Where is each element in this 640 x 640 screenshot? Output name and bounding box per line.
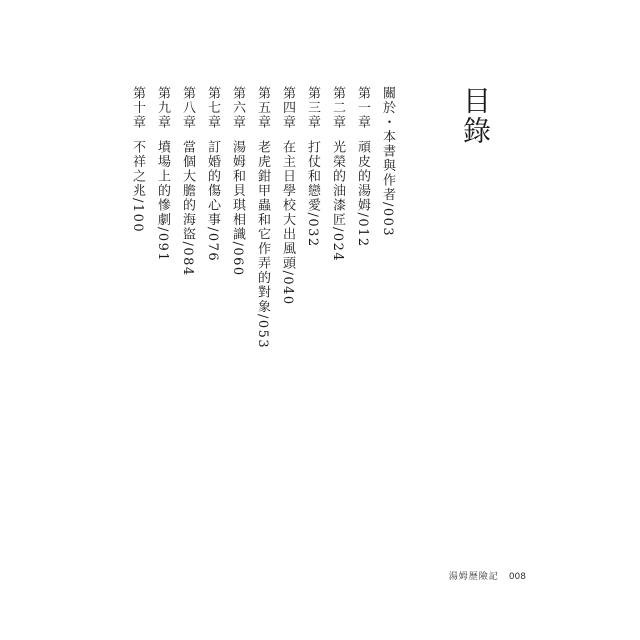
toc-entry-title: 湯姆和貝琪相識/060 xyxy=(230,139,245,277)
toc-entry xyxy=(150,86,175,386)
toc-entry-title: 光榮的油漆匠/024 xyxy=(330,139,345,262)
toc-entry xyxy=(300,86,325,386)
toc-entry-chapter: 第一章 xyxy=(355,86,370,130)
toc-entry xyxy=(375,86,400,386)
toc-entry-title: 頑皮的湯姆/012 xyxy=(355,139,370,248)
toc-entry-title: 當個大膽的海盜/084 xyxy=(180,139,195,277)
toc-entry xyxy=(175,86,200,386)
toc-entry xyxy=(125,86,150,386)
toc-entry xyxy=(225,86,250,386)
toc-entry-chapter: 第六章 xyxy=(230,86,245,130)
page-number: 008 xyxy=(508,572,526,582)
toc-entry-chapter: 第二章 xyxy=(330,86,345,130)
toc-entry-title: 老虎鉗甲蟲和它作弄的對象/053 xyxy=(255,139,270,349)
toc-entry xyxy=(250,86,275,386)
toc-entry xyxy=(325,86,350,386)
toc-entry-title: 訂婚的傷心事/076 xyxy=(205,139,220,262)
toc-title: 目錄 xyxy=(459,86,492,146)
toc-entry-chapter: 第八章 xyxy=(180,86,195,130)
toc-entry-title: 墳場上的慘劇/091 xyxy=(155,139,170,262)
page-footer xyxy=(449,569,526,582)
toc-entry xyxy=(200,86,225,386)
toc-entry-chapter: 第四章 xyxy=(280,86,295,130)
toc-entry-title: 在主日學校大出風頭/040 xyxy=(280,139,295,306)
toc-entry-title: 關於・本書與作者/003 xyxy=(380,86,395,238)
toc-entry xyxy=(350,86,375,386)
toc-entry xyxy=(275,86,300,386)
toc-entry-chapter: 第七章 xyxy=(205,86,220,130)
toc-entry-chapter: 第五章 xyxy=(255,86,270,130)
toc-list xyxy=(130,86,400,386)
toc-entry-chapter: 第九章 xyxy=(155,86,170,130)
toc-entry-chapter: 第三章 xyxy=(305,86,320,130)
toc-entry-chapter: 第十章 xyxy=(130,86,145,130)
running-title: 湯姆歷險記 xyxy=(448,572,499,582)
toc-entry-title: 打仗和戀愛/032 xyxy=(305,139,320,248)
toc-entry-title: 不祥之兆/100 xyxy=(130,139,145,233)
